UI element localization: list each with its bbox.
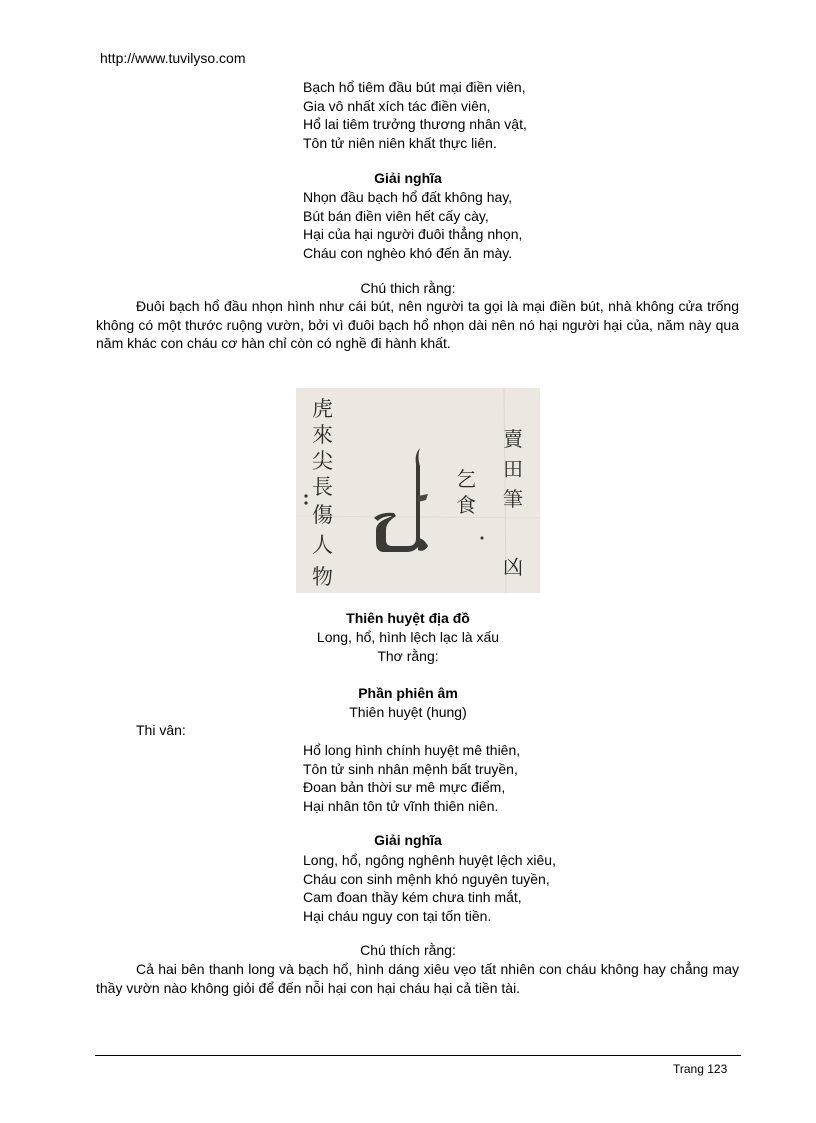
meaning-line: Bút bán điền viên hết cấy cày, bbox=[303, 207, 489, 224]
figure-char: 田 bbox=[503, 457, 523, 481]
note-paragraph-2: Cả hai bên thanh long và bạch hổ, hình dáng xiêu vẹo tất nhiên con cháu không hay chẳng may thầy vườn nào không giỏi để đến nỗi hại con hại cháu hại cả tiền tài. bbox=[96, 961, 739, 996]
figure-char: 人 bbox=[312, 533, 333, 557]
tho-rang-label: Thơ rằng: bbox=[377, 648, 439, 664]
figure-char: 食 bbox=[456, 493, 476, 517]
footer-divider bbox=[95, 1055, 741, 1056]
meaning-title-1: Giải nghĩa bbox=[374, 170, 442, 186]
poem-line: Đoan bản thời sư mê mực điểm, bbox=[303, 779, 506, 795]
figure-char: 長 bbox=[312, 475, 333, 499]
meaning-title-2: Giải nghĩa bbox=[374, 832, 442, 848]
poem-line: Bạch hổ tiêm đầu bút mại điền viên, bbox=[303, 79, 526, 95]
note-title-2: Chú thích rằng: bbox=[360, 942, 456, 958]
figure-char: 筆 bbox=[503, 487, 523, 511]
note-title-1: Chú thich rằng: bbox=[360, 280, 456, 296]
figure-char: 凶 bbox=[503, 555, 523, 579]
figure-char: 賣 bbox=[503, 427, 523, 451]
meaning-line: Hại cháu nguy con tại tốn tiền. bbox=[303, 907, 492, 924]
poem-line: Hại nhân tôn tử vĩnh thiên niên. bbox=[303, 797, 499, 814]
phien-am-title: Phần phiên âm bbox=[358, 685, 458, 701]
poem-1 bbox=[303, 78, 527, 152]
meaning-line: Nhọn đầu bạch hổ đất không hay, bbox=[303, 189, 513, 205]
meaning-line: Long, hổ, ngông nghênh huyệt lệch xiêu, bbox=[303, 852, 556, 868]
section-subtitle: Long, hổ, hình lệch lạc là xấu bbox=[316, 629, 500, 645]
figure-char: 物 bbox=[312, 565, 333, 589]
meaning-1 bbox=[303, 188, 522, 262]
page-number: Trang 123 bbox=[673, 1062, 728, 1076]
figure-char: 虎 bbox=[312, 397, 333, 421]
poem-line: Hổ lai tiêm trưởng thương nhân vật, bbox=[303, 116, 527, 132]
poem-2 bbox=[303, 741, 520, 815]
meaning-line: Hại của hại người đuôi thẳng nhọn, bbox=[303, 226, 523, 242]
note-paragraph-1: Đuôi bạch hổ đầu nhọn hình như cái bút, nên người ta gọi là mại điền bút, nhà không cửa trống không có một thước ruộng vườn, bởi vì đuôi bạch hổ nhọn dài nên nó hại người hại của, năm này qua năm khác con cháu cơ hàn chỉ còn có nghề đi hành khất. bbox=[96, 298, 739, 351]
phien-am-subtitle: Thiên huyệt (hung) bbox=[349, 704, 467, 720]
meaning-line: Cam đoan thầy kém chưa tinh mắt, bbox=[303, 889, 522, 905]
feng-shui-diagram bbox=[296, 388, 540, 593]
poem-line: Tôn tử sinh nhân mệnh bất truyền, bbox=[303, 760, 518, 777]
section-title: Thiên huyệt địa đồ bbox=[346, 610, 470, 626]
figure-char: 乞 bbox=[456, 467, 476, 491]
meaning-2 bbox=[303, 851, 556, 925]
thi-van-label: Thi vân: bbox=[136, 722, 186, 738]
meaning-line: Cháu con sinh mệnh khó nguyên tuyền, bbox=[303, 870, 550, 887]
figure-char: 傷 bbox=[312, 503, 333, 527]
poem-line: Hổ long hình chính huyệt mê thiên, bbox=[303, 742, 521, 758]
figure-char: 尖 bbox=[312, 449, 333, 473]
meaning-line: Cháu con nghèo khó đến ăn mày. bbox=[303, 244, 513, 261]
poem-line: Tôn tử niên niên khất thực liên. bbox=[303, 134, 497, 151]
poem-line: Gia vô nhất xích tác điền viên, bbox=[303, 97, 491, 114]
header-url: http://www.tuvilyso.com bbox=[100, 50, 246, 66]
figure-char: 來 bbox=[312, 423, 333, 447]
